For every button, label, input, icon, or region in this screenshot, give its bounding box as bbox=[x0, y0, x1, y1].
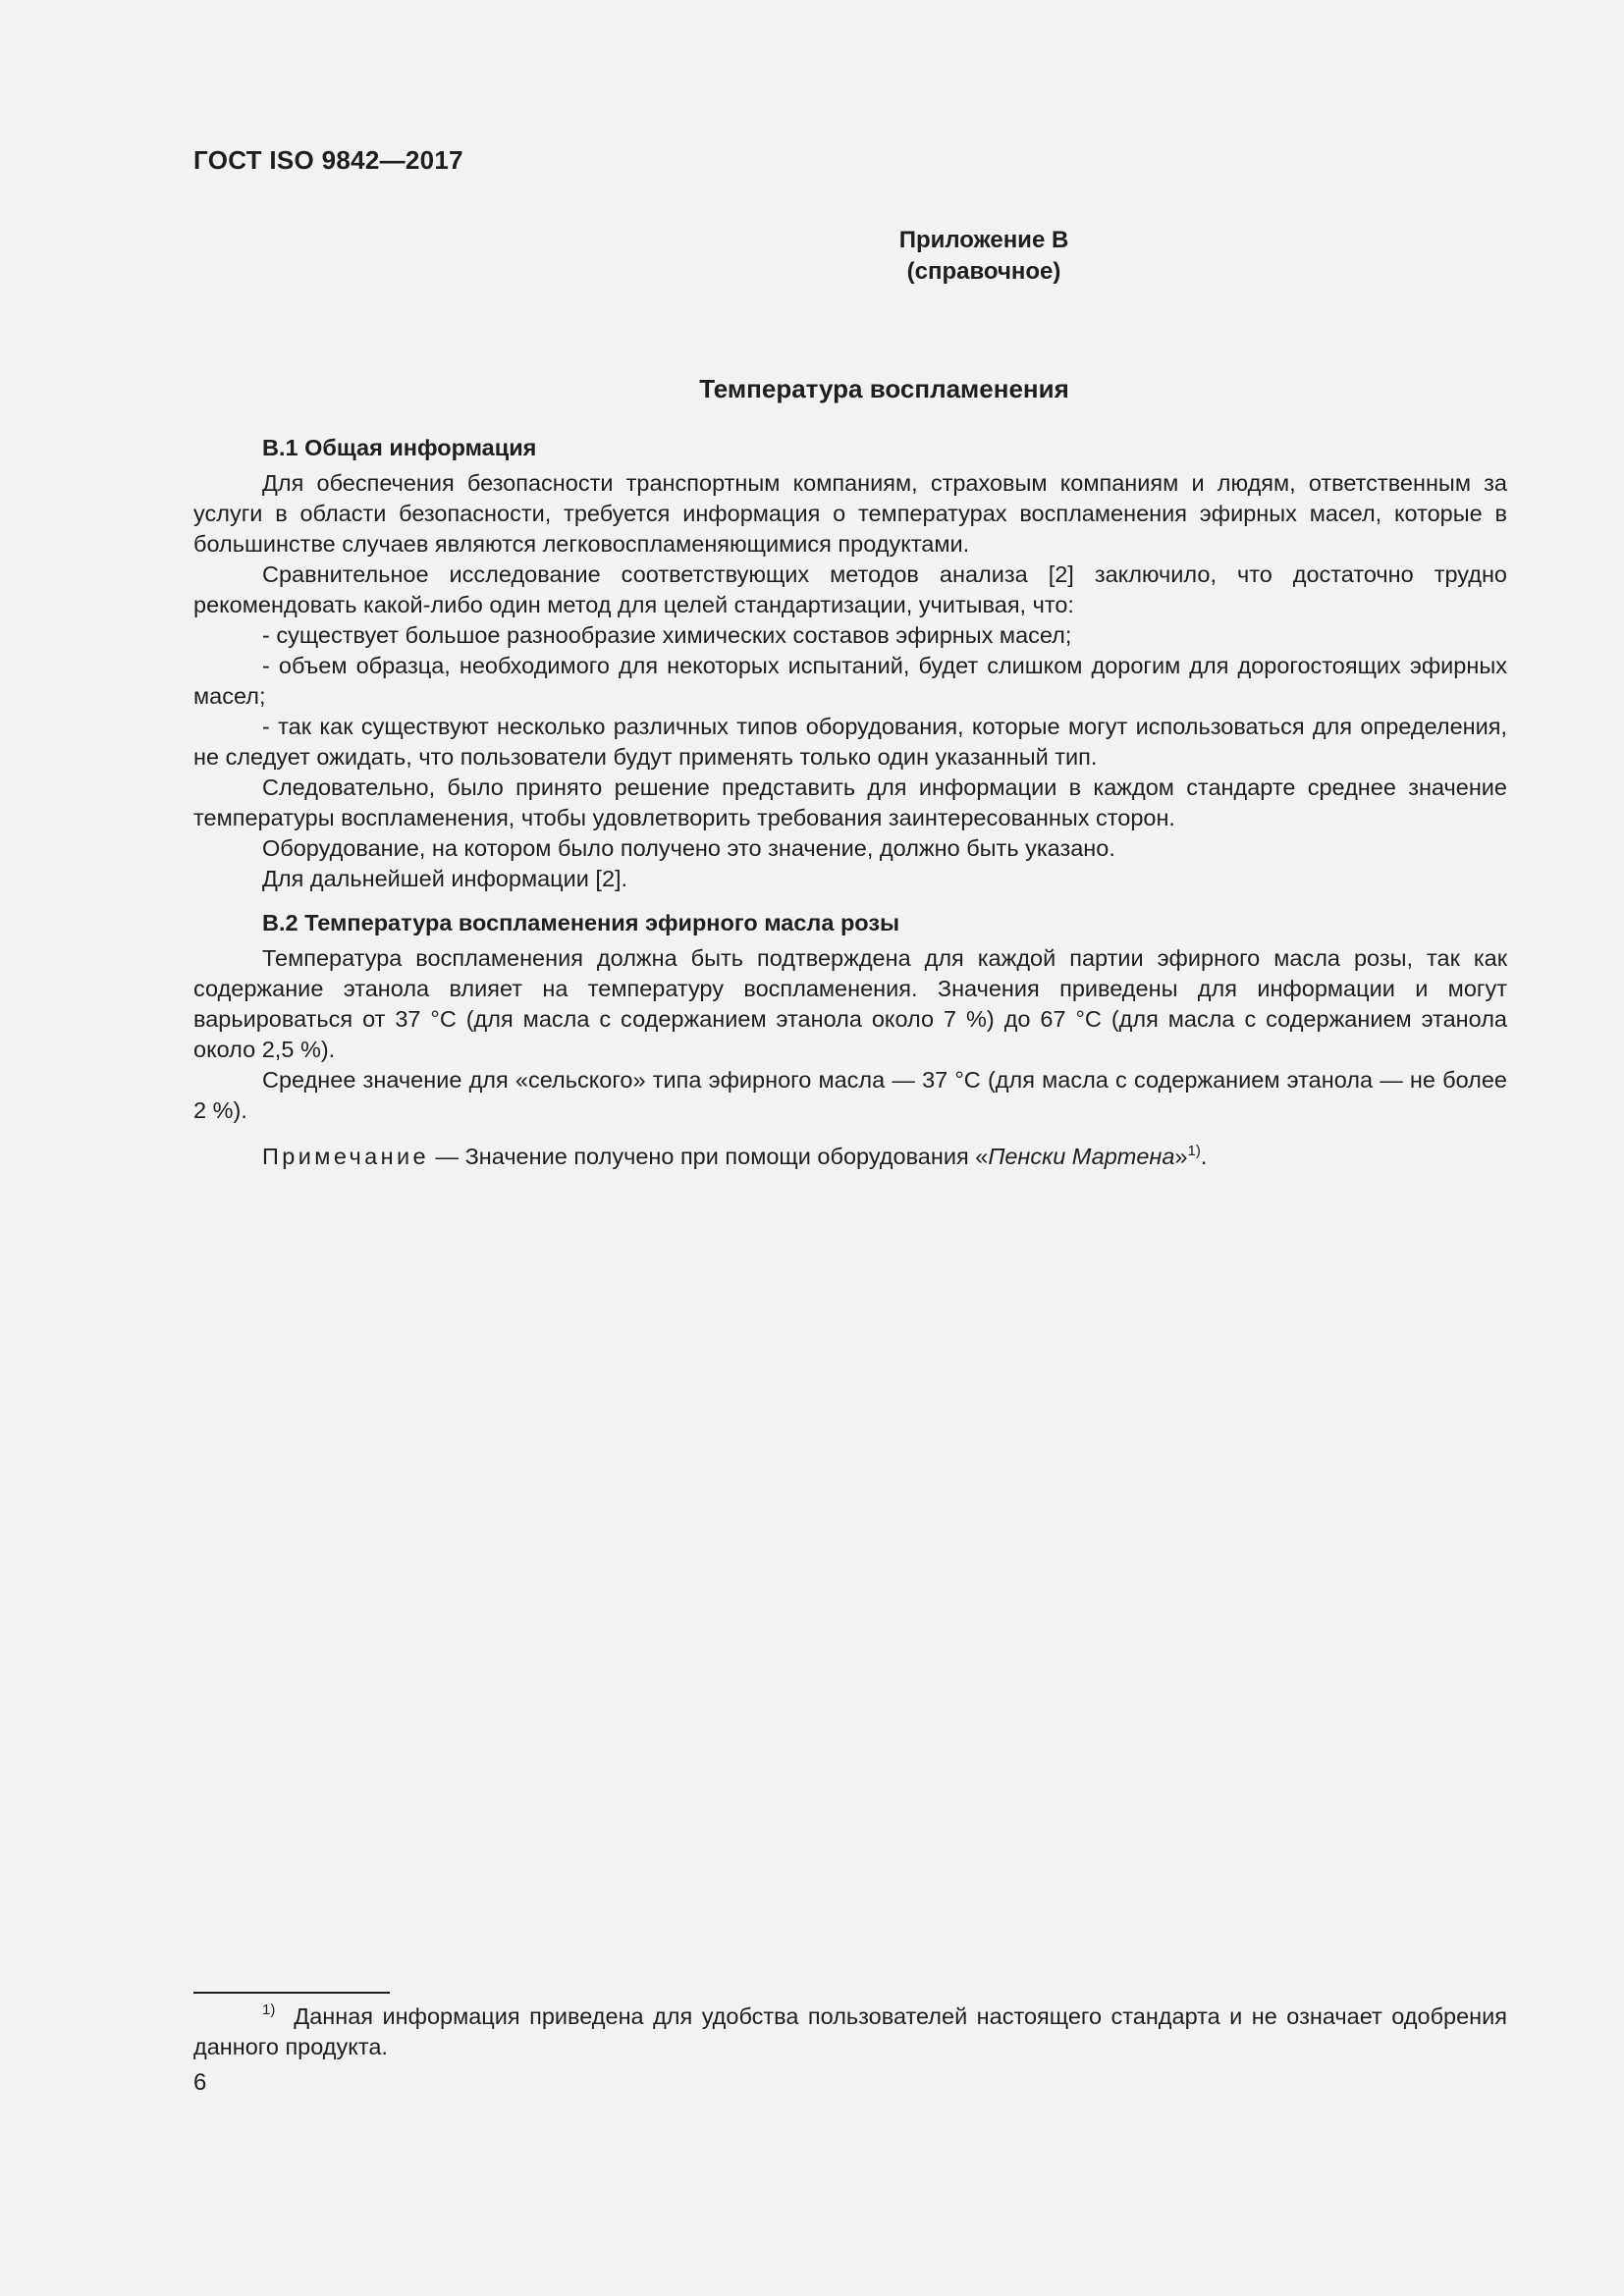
paragraph: Оборудование, на котором было получено это значение, должно быть указано. bbox=[262, 835, 1115, 861]
note bbox=[193, 1142, 1507, 1172]
page-number: 6 bbox=[193, 2069, 207, 2096]
note-equipment-name: Пенски Мартена bbox=[988, 1144, 1175, 1169]
note-quote-close: » bbox=[1174, 1144, 1188, 1169]
footnote bbox=[193, 2002, 1507, 2062]
paragraph: Для дальнейшей информации [2]. bbox=[262, 866, 628, 891]
paragraph: Следовательно, было принято решение представить для информации в каждом стандарте среднее значение температуры воспламенения, чтобы удовлетворить требования заинтересованных сторон. bbox=[193, 774, 1507, 830]
document-code: ГОСТ ISO 9842—2017 bbox=[193, 145, 463, 175]
footnote-marker: 1) bbox=[262, 2002, 276, 2018]
note-text: — Значение получено при помощи оборудования « bbox=[429, 1144, 989, 1169]
footnote-reference: 1) bbox=[1187, 1143, 1201, 1159]
list-item: - так как существуют несколько различных типов оборудования, которые могут использоваться для определения, не следует ожидать, что пользователи будут применять только один указанный тип. bbox=[193, 714, 1507, 770]
note-end: . bbox=[1200, 1144, 1208, 1169]
appendix-title: Приложение В bbox=[898, 227, 1069, 253]
paragraph: Температура воспламенения должна быть подтверждена для каждой партии эфирного масла розы, так как содержание этанола влияет на температуру воспламенения. Значения приведены для информации и могут варьироваться от 37 °С (для масла с содержанием этанола около 7 %) до 67 °С (для масла с содержанием этанола около 2,5 %). bbox=[193, 945, 1507, 1062]
note-label: Примечание bbox=[262, 1144, 430, 1169]
document-page bbox=[193, 0, 1507, 2296]
appendix-heading bbox=[193, 225, 1507, 288]
appendix-subtitle: (справочное) bbox=[906, 258, 1061, 285]
paragraph: Сравнительное исследование соответствующих методов анализа [2] заключило, что достаточно трудно рекомендовать какой-либо один метод для целей стандартизации, учитывая, что: bbox=[193, 561, 1507, 617]
body-text bbox=[193, 433, 1507, 1172]
paragraph: Для обеспечения безопасности транспортным компаниям, страховым компаниям и людям, ответственным за услуги в области безопасности, требуется информация о температурах воспламенения эфирных масел, которые в большинстве случаев являются легковоспламеняющимися продуктами. bbox=[193, 470, 1507, 557]
footnote-divider bbox=[193, 1992, 390, 1994]
section-title: Температура воспламенения bbox=[699, 374, 1069, 403]
footnote-text: Данная информация приведена для удобства пользователей настоящего стандарта и не означает одобрения данного продукта. bbox=[193, 2003, 1508, 2059]
paragraph: Среднее значение для «сельского» типа эфирного масла — 37 °С (для масла с содержанием этанола — не более 2 %). bbox=[193, 1067, 1507, 1123]
list-item: - существует большое разнообразие химических составов эфирных масел; bbox=[262, 622, 1072, 648]
section-heading-b1: В.1 Общая информация bbox=[262, 435, 537, 460]
list-item: - объем образца, необходимого для некоторых испытаний, будет слишком дорогим для дорогостоящих эфирных масел; bbox=[193, 653, 1507, 709]
section-heading-b2: В.2 Температура воспламенения эфирного масла розы bbox=[262, 910, 900, 935]
